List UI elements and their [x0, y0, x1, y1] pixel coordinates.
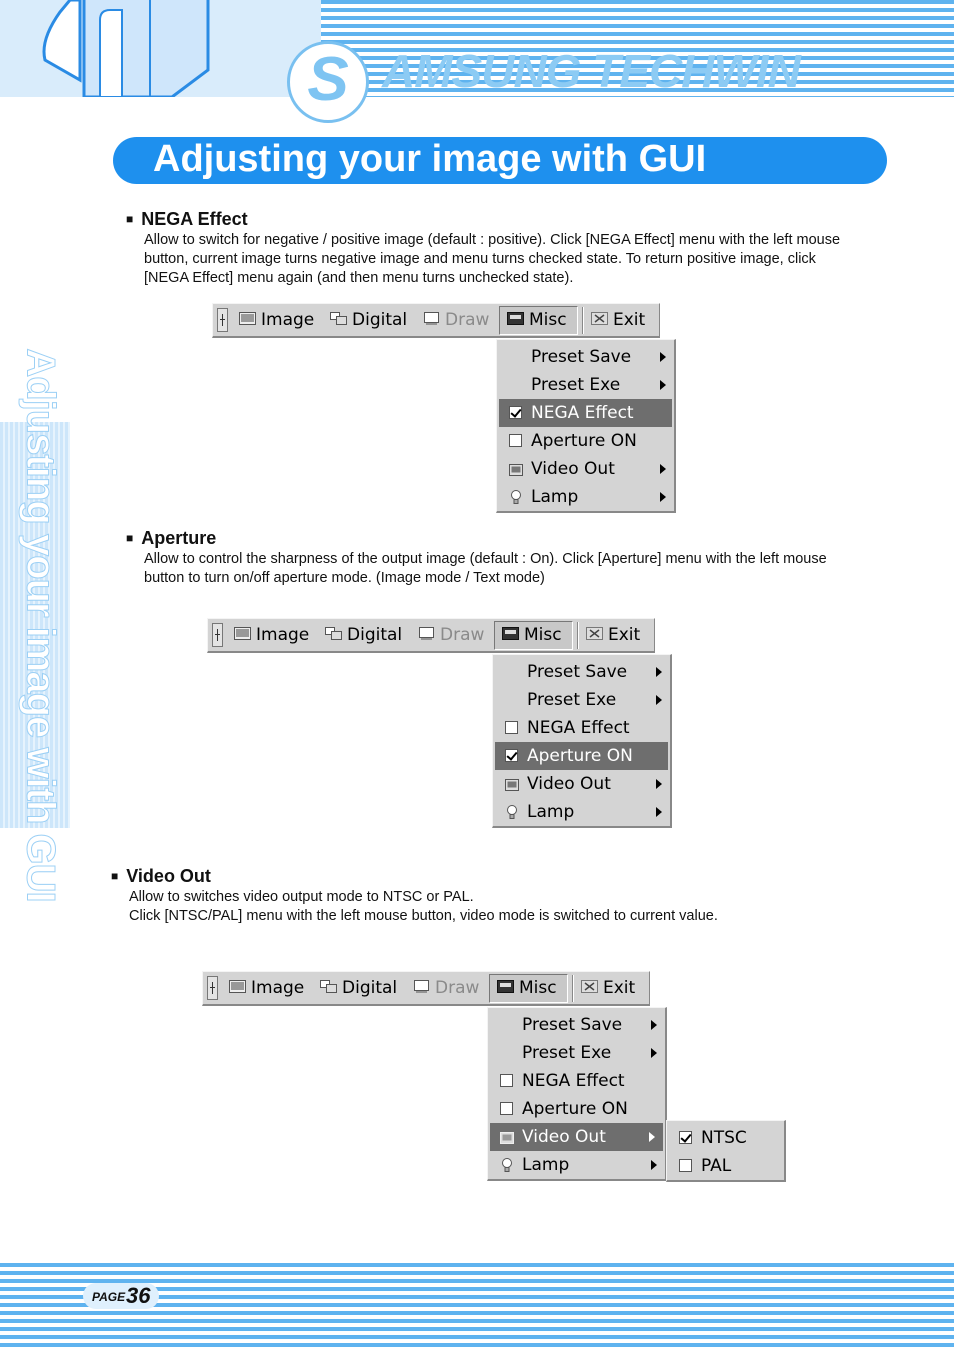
lamp-icon	[500, 1158, 514, 1172]
submenu-arrow-icon	[660, 492, 666, 502]
menu-item-preset-exe[interactable]: Preset Exe	[497, 371, 674, 399]
checkbox-checked-icon	[679, 1131, 692, 1144]
menu-item-aperture-on[interactable]: Aperture ON	[495, 742, 668, 770]
lamp-icon	[505, 805, 519, 819]
image-icon	[229, 980, 246, 993]
menubar	[212, 303, 660, 338]
menu-exit[interactable]: Exit	[586, 619, 640, 652]
submenu-item-pal[interactable]: PAL	[667, 1152, 784, 1180]
menu-item-nega-effect[interactable]: NEGA Effect	[493, 714, 670, 742]
lamp-icon	[509, 490, 523, 504]
drag-grip-icon[interactable]	[217, 308, 228, 332]
exit-icon	[586, 627, 603, 640]
menu-exit[interactable]: Exit	[581, 972, 635, 1005]
menu-item-lamp[interactable]: Lamp	[493, 798, 670, 826]
menu-item-nega-effect[interactable]: NEGA Effect	[499, 399, 672, 427]
checkbox-checked-icon	[509, 406, 522, 419]
menu-item-video-out[interactable]: Video Out	[493, 770, 670, 798]
menu-item-preset-exe[interactable]: Preset Exe	[493, 686, 670, 714]
submenu-arrow-icon	[656, 779, 662, 789]
bullet-square-icon: ■	[126, 212, 134, 226]
menu-separator	[577, 622, 579, 649]
page-label: PAGE	[92, 1290, 126, 1304]
section-body-aperture: Allow to control the sharpness of the output image (default : On). Click [Aperture] menu with the left mouse button to turn on/off aperture mode. (Image mode / Text mode)	[144, 551, 827, 586]
brand-name: AMSUNG TECHWIN	[382, 45, 800, 97]
menu-image[interactable]: Image	[239, 304, 314, 337]
checkbox-icon	[509, 434, 522, 447]
menu-separator	[582, 307, 584, 334]
misc-dropdown	[496, 339, 676, 513]
menu-item-preset-save[interactable]: Preset Save	[493, 658, 670, 686]
submenu-arrow-icon	[660, 464, 666, 474]
menu-exit[interactable]: Exit	[591, 304, 645, 337]
checkbox-checked-icon	[505, 749, 518, 762]
menubar	[202, 971, 650, 1006]
misc-dropdown	[487, 1007, 667, 1181]
image-icon	[234, 627, 251, 640]
video-out-icon	[500, 1130, 514, 1144]
camera-illustration-icon	[0, 0, 220, 97]
brand-initial: S	[307, 45, 349, 114]
misc-dropdown	[492, 654, 672, 828]
title-bar	[113, 137, 887, 184]
menu-item-preset-save[interactable]: Preset Save	[488, 1011, 665, 1039]
menubar	[207, 618, 655, 653]
checkbox-icon	[500, 1074, 513, 1087]
video-out-icon	[509, 462, 523, 476]
page-number: 36	[126, 1283, 151, 1308]
image-icon	[239, 312, 256, 325]
draw-icon	[413, 980, 430, 993]
submenu-arrow-icon	[660, 352, 666, 362]
page-title: Adjusting your image with GUI	[153, 138, 707, 180]
menu-item-lamp[interactable]: Lamp	[497, 483, 674, 511]
menu-misc[interactable]: Misc	[494, 621, 573, 650]
digital-icon	[325, 627, 342, 640]
submenu-arrow-icon	[651, 1048, 657, 1058]
menu-item-preset-exe[interactable]: Preset Exe	[488, 1039, 665, 1067]
drag-grip-icon[interactable]	[207, 976, 218, 1000]
section-body-videoout: Allow to switches video output mode to NTSC or PAL. Click [NTSC/PAL] menu with the left mouse button, video mode is switched to current value.	[129, 889, 718, 924]
draw-icon	[423, 312, 440, 325]
digital-icon	[330, 312, 347, 325]
menu-item-lamp[interactable]: Lamp	[488, 1151, 665, 1179]
menu-item-aperture-on[interactable]: Aperture ON	[497, 427, 674, 455]
side-tab-label: Adjusting your image with GUI	[18, 348, 63, 902]
exit-icon	[581, 980, 598, 993]
submenu-item-ntsc[interactable]: NTSC	[667, 1124, 784, 1152]
submenu-arrow-icon	[660, 380, 666, 390]
menu-image[interactable]: Image	[229, 972, 304, 1005]
bullet-square-icon: ■	[111, 869, 119, 883]
submenu-arrow-icon	[656, 807, 662, 817]
bullet-square-icon: ■	[126, 531, 134, 545]
submenu-arrow-icon	[649, 1132, 655, 1142]
video-out-submenu	[666, 1120, 786, 1182]
menu-misc[interactable]: Misc	[489, 974, 568, 1003]
digital-icon	[320, 980, 337, 993]
menu-digital[interactable]: Digital	[325, 619, 402, 652]
menu-item-preset-save[interactable]: Preset Save	[497, 343, 674, 371]
menu-image[interactable]: Image	[234, 619, 309, 652]
section-heading-videoout: ■ Video Out	[111, 866, 211, 886]
checkbox-icon	[500, 1102, 513, 1115]
menu-digital[interactable]: Digital	[320, 972, 397, 1005]
menu-misc[interactable]: Misc	[499, 306, 578, 335]
menu-item-video-out[interactable]: Video Out	[490, 1123, 663, 1151]
menu-digital[interactable]: Digital	[330, 304, 407, 337]
menu-item-nega-effect[interactable]: NEGA Effect	[488, 1067, 665, 1095]
section-heading-nega: ■ NEGA Effect	[126, 209, 248, 229]
draw-icon	[418, 627, 435, 640]
menu-item-aperture-on[interactable]: Aperture ON	[488, 1095, 665, 1123]
submenu-arrow-icon	[651, 1020, 657, 1030]
misc-icon	[497, 980, 514, 993]
submenu-arrow-icon	[651, 1160, 657, 1170]
checkbox-icon	[679, 1159, 692, 1172]
submenu-arrow-icon	[656, 695, 662, 705]
video-out-icon	[505, 777, 519, 791]
section-body-nega: Allow to switch for negative / positive image (default : positive). Click [NEGA Effect] menu with the left mouse button, current image turns negative image and menu turns checked state. To return positive image, click [NEGA Effect] menu again (and then menu turns unchecked state).	[144, 232, 841, 286]
menu-draw[interactable]: Draw	[423, 304, 489, 337]
submenu-arrow-icon	[656, 667, 662, 677]
checkbox-icon	[505, 721, 518, 734]
misc-icon	[502, 627, 519, 640]
exit-icon	[591, 312, 608, 325]
menu-draw[interactable]: Draw	[413, 972, 479, 1005]
section-heading-aperture: ■ Aperture	[126, 528, 217, 548]
menu-draw[interactable]: Draw	[418, 619, 484, 652]
misc-icon	[507, 312, 524, 325]
brand-logo-circle	[287, 41, 369, 123]
menu-separator	[572, 975, 574, 1002]
drag-grip-icon[interactable]	[212, 623, 223, 647]
menu-item-video-out[interactable]: Video Out	[497, 455, 674, 483]
